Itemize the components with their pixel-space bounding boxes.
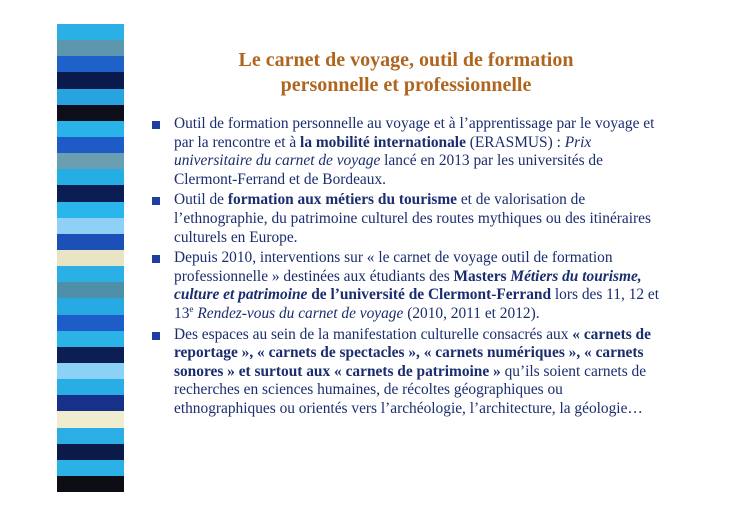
emphasis: de l’université de Clermont-Ferrand — [307, 286, 552, 304]
text: Depuis 2010, interventions sur « le carnet de voyage outil de formation professionnelle » destinées aux étudiants des — [174, 249, 613, 285]
stripe — [57, 411, 124, 427]
stripe — [57, 363, 124, 379]
stripe — [57, 347, 124, 363]
stripe — [57, 137, 124, 153]
square-bullet-icon — [152, 121, 160, 129]
stripe — [57, 153, 124, 169]
stripe — [57, 428, 124, 444]
emphasis: formation aux métiers du tourisme — [227, 191, 457, 209]
square-bullet-icon — [152, 255, 160, 263]
decorative-stripe-bar — [57, 24, 124, 492]
text: lancé en 2013 par les universités de Clermont-Ferrand et de Bordeaux. — [174, 152, 603, 188]
stripe — [57, 476, 124, 492]
superscript: e — [189, 303, 194, 314]
text: (2010, 2011 et 2012). — [403, 304, 540, 322]
text: Outil de formation personnelle au voyage et à l’apprentissage par le voyage et par la rencontre et à — [174, 115, 655, 151]
stripe — [57, 282, 124, 298]
text: et de valorisation de l’ethnographie, du patrimoine culturel des routes mythiques ou des itinéraires culturels en Europe. — [174, 191, 651, 246]
masters-title: Métiers du tourisme, culture et patrimoine — [174, 267, 642, 304]
stripe — [57, 89, 124, 105]
stripe — [57, 121, 124, 137]
stripe — [57, 250, 124, 266]
title-line-2: personnelle et professionnelle — [280, 74, 532, 96]
emphasis: Masters — [453, 267, 507, 285]
stripe — [57, 24, 124, 40]
text: qu’ils soient carnets de recherches en sciences humaines, de récoltes géographiques ou ethnographiques ou orientés vers l’archéologie, l’architecture, la géologie… — [174, 362, 647, 417]
stripe — [57, 202, 124, 218]
title-line-1: Le carnet de voyage, outil de formation — [238, 49, 574, 71]
stripe — [57, 185, 124, 201]
bullet-item-spaces — [152, 326, 662, 419]
bullet-list — [152, 115, 662, 421]
stripe — [57, 331, 124, 347]
text: Outil de — [174, 191, 228, 209]
text: (ERASMUS) : — [465, 133, 565, 151]
stripe — [57, 218, 124, 234]
bullet-item-masters — [152, 249, 662, 323]
stripe — [57, 266, 124, 282]
stripe — [57, 105, 124, 121]
stripe — [57, 40, 124, 56]
stripe — [57, 72, 124, 88]
emphasis: « carnets de reportage », « carnets de spectacles », « carnets numériques », « carnets sonores » et surtout aux « carnets de patrimoine » — [174, 325, 651, 380]
stripe — [57, 315, 124, 331]
text: Des espaces au sein de la manifestation culturelle consacrés aux — [174, 325, 573, 343]
stripe — [57, 379, 124, 395]
bullet-item-tourism — [152, 191, 662, 247]
emphasis: la mobilité internationale — [300, 133, 466, 151]
square-bullet-icon — [152, 332, 160, 340]
stripe — [57, 460, 124, 476]
stripe — [57, 444, 124, 460]
stripe — [57, 169, 124, 185]
stripe — [57, 395, 124, 411]
stripe — [57, 56, 124, 72]
square-bullet-icon — [152, 197, 160, 205]
bullet-item-mobility — [152, 115, 662, 189]
text: lors des 11, 12 et 13 — [174, 286, 660, 322]
stripe — [57, 298, 124, 314]
slide-title — [150, 48, 662, 98]
stripe — [57, 234, 124, 250]
prize-name: Prix universitaire du carnet de voyage — [174, 133, 592, 170]
event-name: Rendez-vous du carnet de voyage — [193, 304, 404, 322]
